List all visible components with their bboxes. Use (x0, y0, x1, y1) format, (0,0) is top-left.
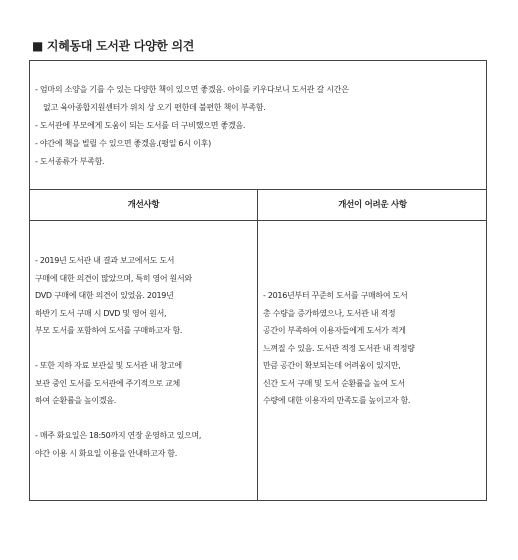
header-improvements: 개선사항 (127, 200, 160, 210)
cell-text-line: 하여 순환률을 높이겠음. (35, 396, 117, 405)
cell-text-line: 신간 도서 구매 및 도서 순환률을 높여 도서 (263, 378, 405, 388)
opinion-item: - 야간에 책을 빌릴 수 있으면 좋겠음.(평일 6시 이후) (35, 139, 211, 148)
cell-text-line: 야간 이용 시 화요일 이용을 안내하고자 함. (35, 448, 177, 458)
paragraph-gap (35, 410, 253, 428)
cell-text-line: DVD 구매에 대한 의견이 있었음. 2019년 (35, 291, 174, 300)
improvement-table (29, 189, 487, 501)
opinion-item: - 도서관에 부모에게 도움이 되는 도서를 더 구비했으면 좋겠음. (35, 121, 246, 130)
cell-text-line: - 매주 화요일은 18:50까지 연장 운영하고 있으며, (35, 431, 202, 440)
cell-text-line: 하반기 도서 구매 시 DVD 및 영어 원서, (35, 308, 167, 318)
cell-text-line: 만큼 공간이 확보되는데 어려움이 있지만, (263, 361, 401, 370)
cell-text-line: 공간이 부족하여 이용자들에게 도서가 적게 (263, 326, 406, 335)
opinions-list (35, 81, 481, 171)
paragraph-gap (35, 340, 253, 358)
opinion-item: - 엄마의 소양을 기를 수 있는 다양한 책이 있으면 좋겠음. 아이를 키우다보니 도서관 갈 시간은 (35, 85, 349, 94)
cell-text-line: - 또한 지하 자료 보관실 및 도서관 내 창고에 (35, 361, 182, 370)
cell-text-line: - 2019년 도서관 내 결과 보고에서도 도서 (35, 256, 175, 265)
header-difficult-improvements: 개선이 어려운 사항 (338, 200, 407, 210)
cell-text-line: 보관 중인 도서를 도서관에 주기적으로 교체 (35, 378, 180, 388)
cell-text-line: 느껴질 수 있음. 도서관 적정 도서관 내 적정량 (263, 343, 415, 353)
cell-text-line: 구매에 대한 의견이 많았으며, 특히 영어 원서와 (35, 273, 192, 283)
improvements-cell (35, 252, 253, 462)
cell-text-line: 총 수량을 증가하였으나, 도서관 내 적정 (263, 308, 396, 318)
cell-text-line: 수량에 대한 이용자의 만족도를 높이고자 함. (263, 396, 411, 405)
opinions-box (29, 60, 487, 190)
opinion-item: - 도서종류가 부족함. (35, 157, 105, 166)
page-title: ■ 지혜동대 도서관 다양한 의견 (32, 39, 195, 53)
cell-text-line: - 2016년부터 꾸준히 도서를 구매하여 도서 (263, 291, 408, 300)
cell-text-line: 부모 도서를 포함하여 도서를 구매하고자 함. (35, 326, 183, 335)
table-column-divider (257, 190, 258, 500)
opinion-item: 없고 육아종합지원센터가 위치 상 오기 편한데 불편한 책이 부족함. (43, 103, 266, 112)
difficult-improvements-cell (263, 287, 481, 410)
table-header-divider (30, 220, 486, 221)
